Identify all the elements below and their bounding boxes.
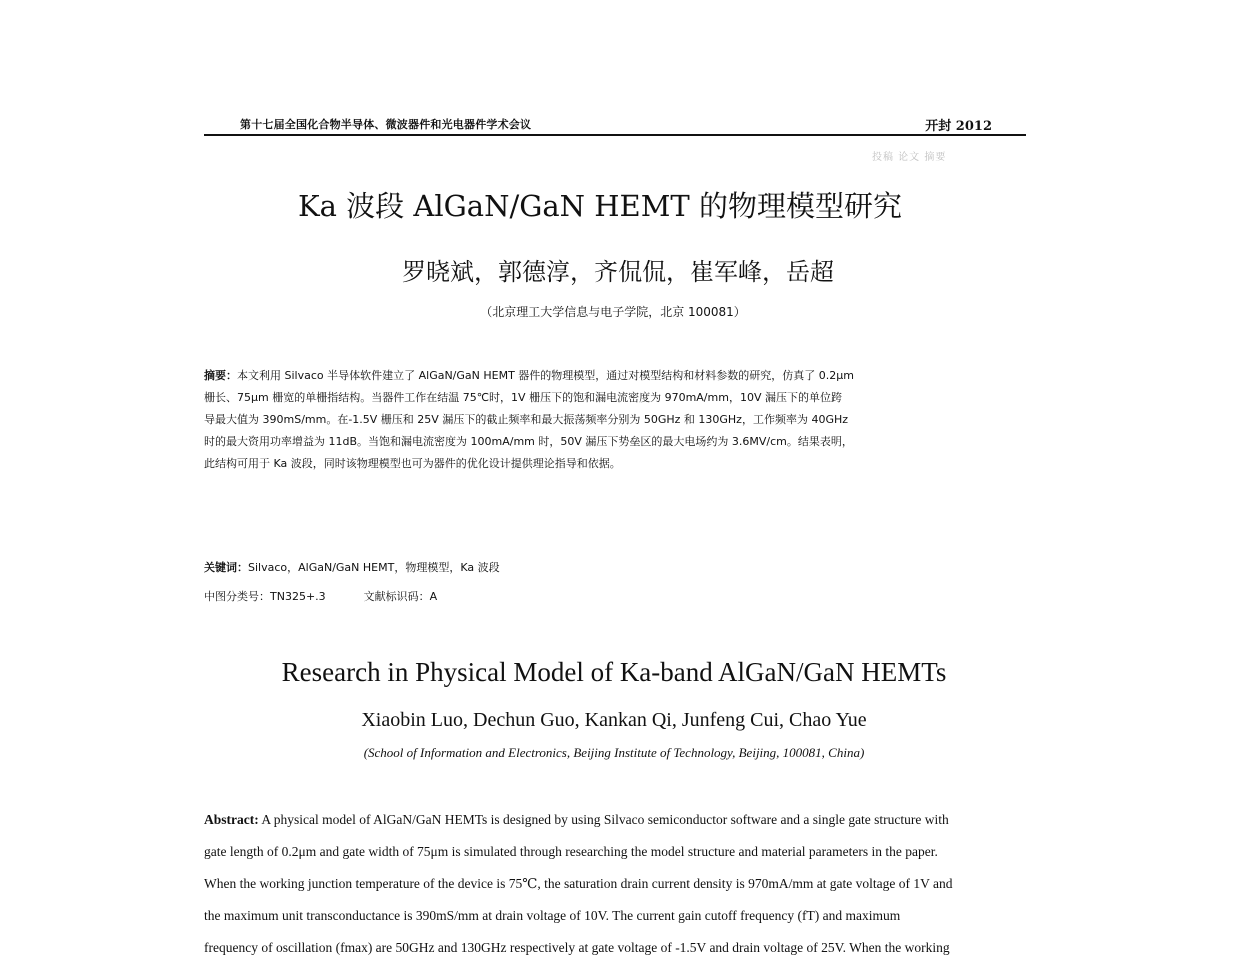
english-abstract-line-3: When the working junction temperature of the device is 75℃, the saturation drain current density is 970mA/mm at gate voltage of 1V and [204, 876, 953, 891]
running-header [204, 112, 1026, 136]
chinese-abstract-label: 摘要： [204, 369, 237, 382]
chinese-affiliation: （北京理工大学信息与电子学院，北京 100081） [480, 305, 746, 319]
keywords-label: 关键词： [204, 561, 248, 574]
chinese-abstract-line-4: 时的最大资用功率增益为 11dB。当饱和漏电流密度为 100mA/mm 时，50V 漏压下势垒区的最大电场约为 3.6MV/cm。结果表明， [204, 435, 853, 448]
english-abstract-label: Abstract: [204, 812, 259, 827]
chinese-title: Ka 波段 AlGaN/GaN HEMT 的物理模型研究 [298, 189, 902, 223]
english-abstract-line-1 [204, 804, 1024, 836]
english-authors: Xiaobin Luo, Dechun Guo, Kankan Qi, Junfeng Cui, Chao Yue [361, 709, 867, 731]
english-affiliation: (School of Information and Electronics, Beijing Institute of Technology, Beijing, 100081, China) [363, 745, 865, 760]
document-code-label: 文献标识码： [363, 590, 430, 603]
classification-value: TN325+.3 [270, 590, 326, 603]
chinese-abstract-line-1 [204, 365, 1026, 387]
english-abstract-line-2: gate length of 0.2μm and gate width of 75μm is simulated through researching the model structure and material parameters in the paper. [204, 844, 938, 859]
english-title: Research in Physical Model of Ka-band AlGaN/GaN HEMTs [281, 657, 947, 687]
keywords-value: Silvaco，AlGaN/GaN HEMT，物理模型，Ka 波段 [248, 561, 500, 574]
document-code-value: A [429, 590, 438, 603]
english-abstract-text-1: A physical model of AlGaN/GaN HEMTs is designed by using Silvaco semiconductor software and a single gate structure with [258, 812, 949, 827]
english-abstract [204, 804, 1024, 964]
classification-row [204, 582, 500, 611]
conference-name: 第十七届全国化合物半导体、微波器件和光电器件学术会议 [240, 118, 532, 131]
conference-place-year: 开封 2012 [925, 119, 992, 134]
keywords-row [204, 553, 500, 582]
chinese-abstract [204, 365, 1026, 475]
english-abstract-line-5: frequency of oscillation (fmax) are 50GHz and 130GHz respectively at gate voltage of -1.5V and drain voltage of 25V. When the working [204, 940, 950, 955]
english-abstract-line-4: the maximum unit transconductance is 390mS/mm at drain voltage of 10V. The current gain cutoff frequency (fT) and maximum [204, 908, 901, 923]
faint-stamp: 投稿 论文 摘要 [872, 152, 947, 163]
chinese-abstract-line-3: 导最大值为 390mS/mm。在-1.5V 栅压和 25V 漏压下的截止频率和最大振荡频率分别为 50GHz 和 130GHz，工作频率为 40GHz [204, 413, 849, 426]
chinese-authors: 罗晓斌，郭德淳，齐侃侃，崔军峰，岳超 [402, 258, 834, 286]
chinese-metadata [204, 553, 500, 611]
chinese-abstract-line-2: 栅长、75μm 栅宽的单栅指结构。当器件工作在结温 75℃时，1V 栅压下的饱和漏电流密度为 970mA/mm，10V 漏压下的单位跨 [204, 391, 842, 404]
chinese-abstract-text-1: 本文利用 Silvaco 半导体软件建立了 AlGaN/GaN HEMT 器件的物理模型，通过对模型结构和材料参数的研究，仿真了 0.2μm [237, 369, 855, 382]
classification-label: 中图分类号： [204, 590, 270, 603]
chinese-abstract-line-5: 此结构可用于 Ka 波段，同时该物理模型也可为器件的优化设计提供理论指导和依据。 [204, 457, 621, 470]
